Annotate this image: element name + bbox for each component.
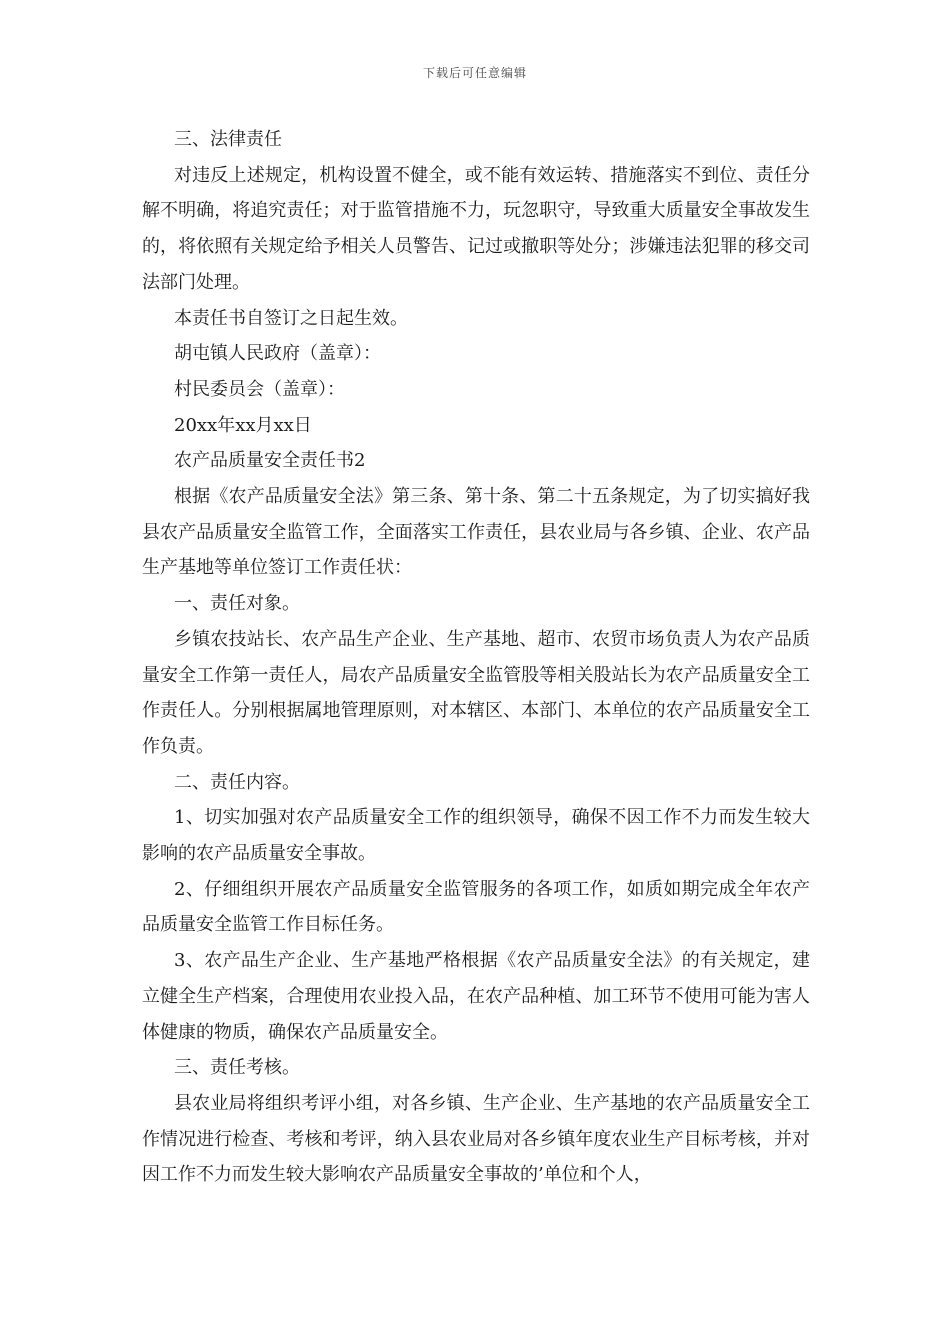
list-item-3: 3、农产品生产企业、生产基地严格根据《农产品质量安全法》的有关规定，建立健全生产档案，合理使用农业投入品，在农产品种植、加工环节不使用可能为害人体健康的物质，确保农产品质量安全。 — [142, 950, 810, 1043]
list-item-2: 2、仔细组织开展农产品质量安全监管服务的各项工作，如质如期完成全年农产品质量安全监管工作目标任务。 — [142, 878, 810, 936]
paragraph-responsibility-target: 乡镇农技站长、农产品生产企业、生产基地、超市、农贸市场负责人为农产品质量安全工作第一责任人，局农产品质量安全监管股等相关股站长为农产品质量安全工作责任人。分别根据属地管理原则，对本辖区、本部门、本单位的农产品质量安全工作负责。 — [142, 628, 810, 757]
paragraph-effective-date: 本责任书自签订之日起生效。 — [174, 307, 408, 329]
list-item-1: 1、切实加强对农产品质量安全工作的组织领导，确保不因工作不力而发生较大影响的农产品质量安全事故。 — [142, 807, 810, 865]
section-heading-responsibility-target: 一、责任对象。 — [174, 593, 300, 615]
signature-date: 20xx年xx月xx日 — [174, 414, 312, 436]
paragraph-assessment: 县农业局将组织考评小组，对各乡镇、生产企业、生产基地的农产品质量安全工作情况进行检查、考核和考评，纳入县农业局对各乡镇年度农业生产目标考核，并对因工作不力而发生较大影响农产品质量安全事故的’单位和个人， — [142, 1092, 810, 1186]
signature-town-government: 胡屯镇人民政府（盖章）： — [174, 343, 381, 365]
document-title-2: 农产品质量安全责任书2 — [174, 450, 366, 472]
section-heading-legal-liability: 三、法律责任 — [174, 129, 282, 150]
section-heading-responsibility-content: 二、责任内容。 — [174, 771, 300, 793]
signature-village-committee: 村民委员会（盖章）： — [174, 378, 345, 400]
paragraph-legal-liability: 对违反上述规定，机构设置不健全，或不能有效运转、措施落实不到位、责任分解不明确，将追究责任；对于监管措施不力，玩忽职守，导致重大质量安全事故发生的，将依照有关规定给予相关人员警告、记过或撤职等处分；涉嫌违法犯罪的移交司法部门处理。 — [142, 164, 810, 293]
section-heading-assessment: 三、责任考核。 — [174, 1057, 300, 1079]
document-body — [142, 122, 810, 1193]
page-header: 下载后可任意编辑 — [422, 66, 527, 80]
paragraph-intro: 根据《农产品质量安全法》第三条、第十条、第二十五条规定，为了切实搞好我县农产品质量安全监管工作，全面落实工作责任，县农业局与各乡镇、企业、农产品生产基地等单位签订工作责任状： — [142, 486, 810, 579]
